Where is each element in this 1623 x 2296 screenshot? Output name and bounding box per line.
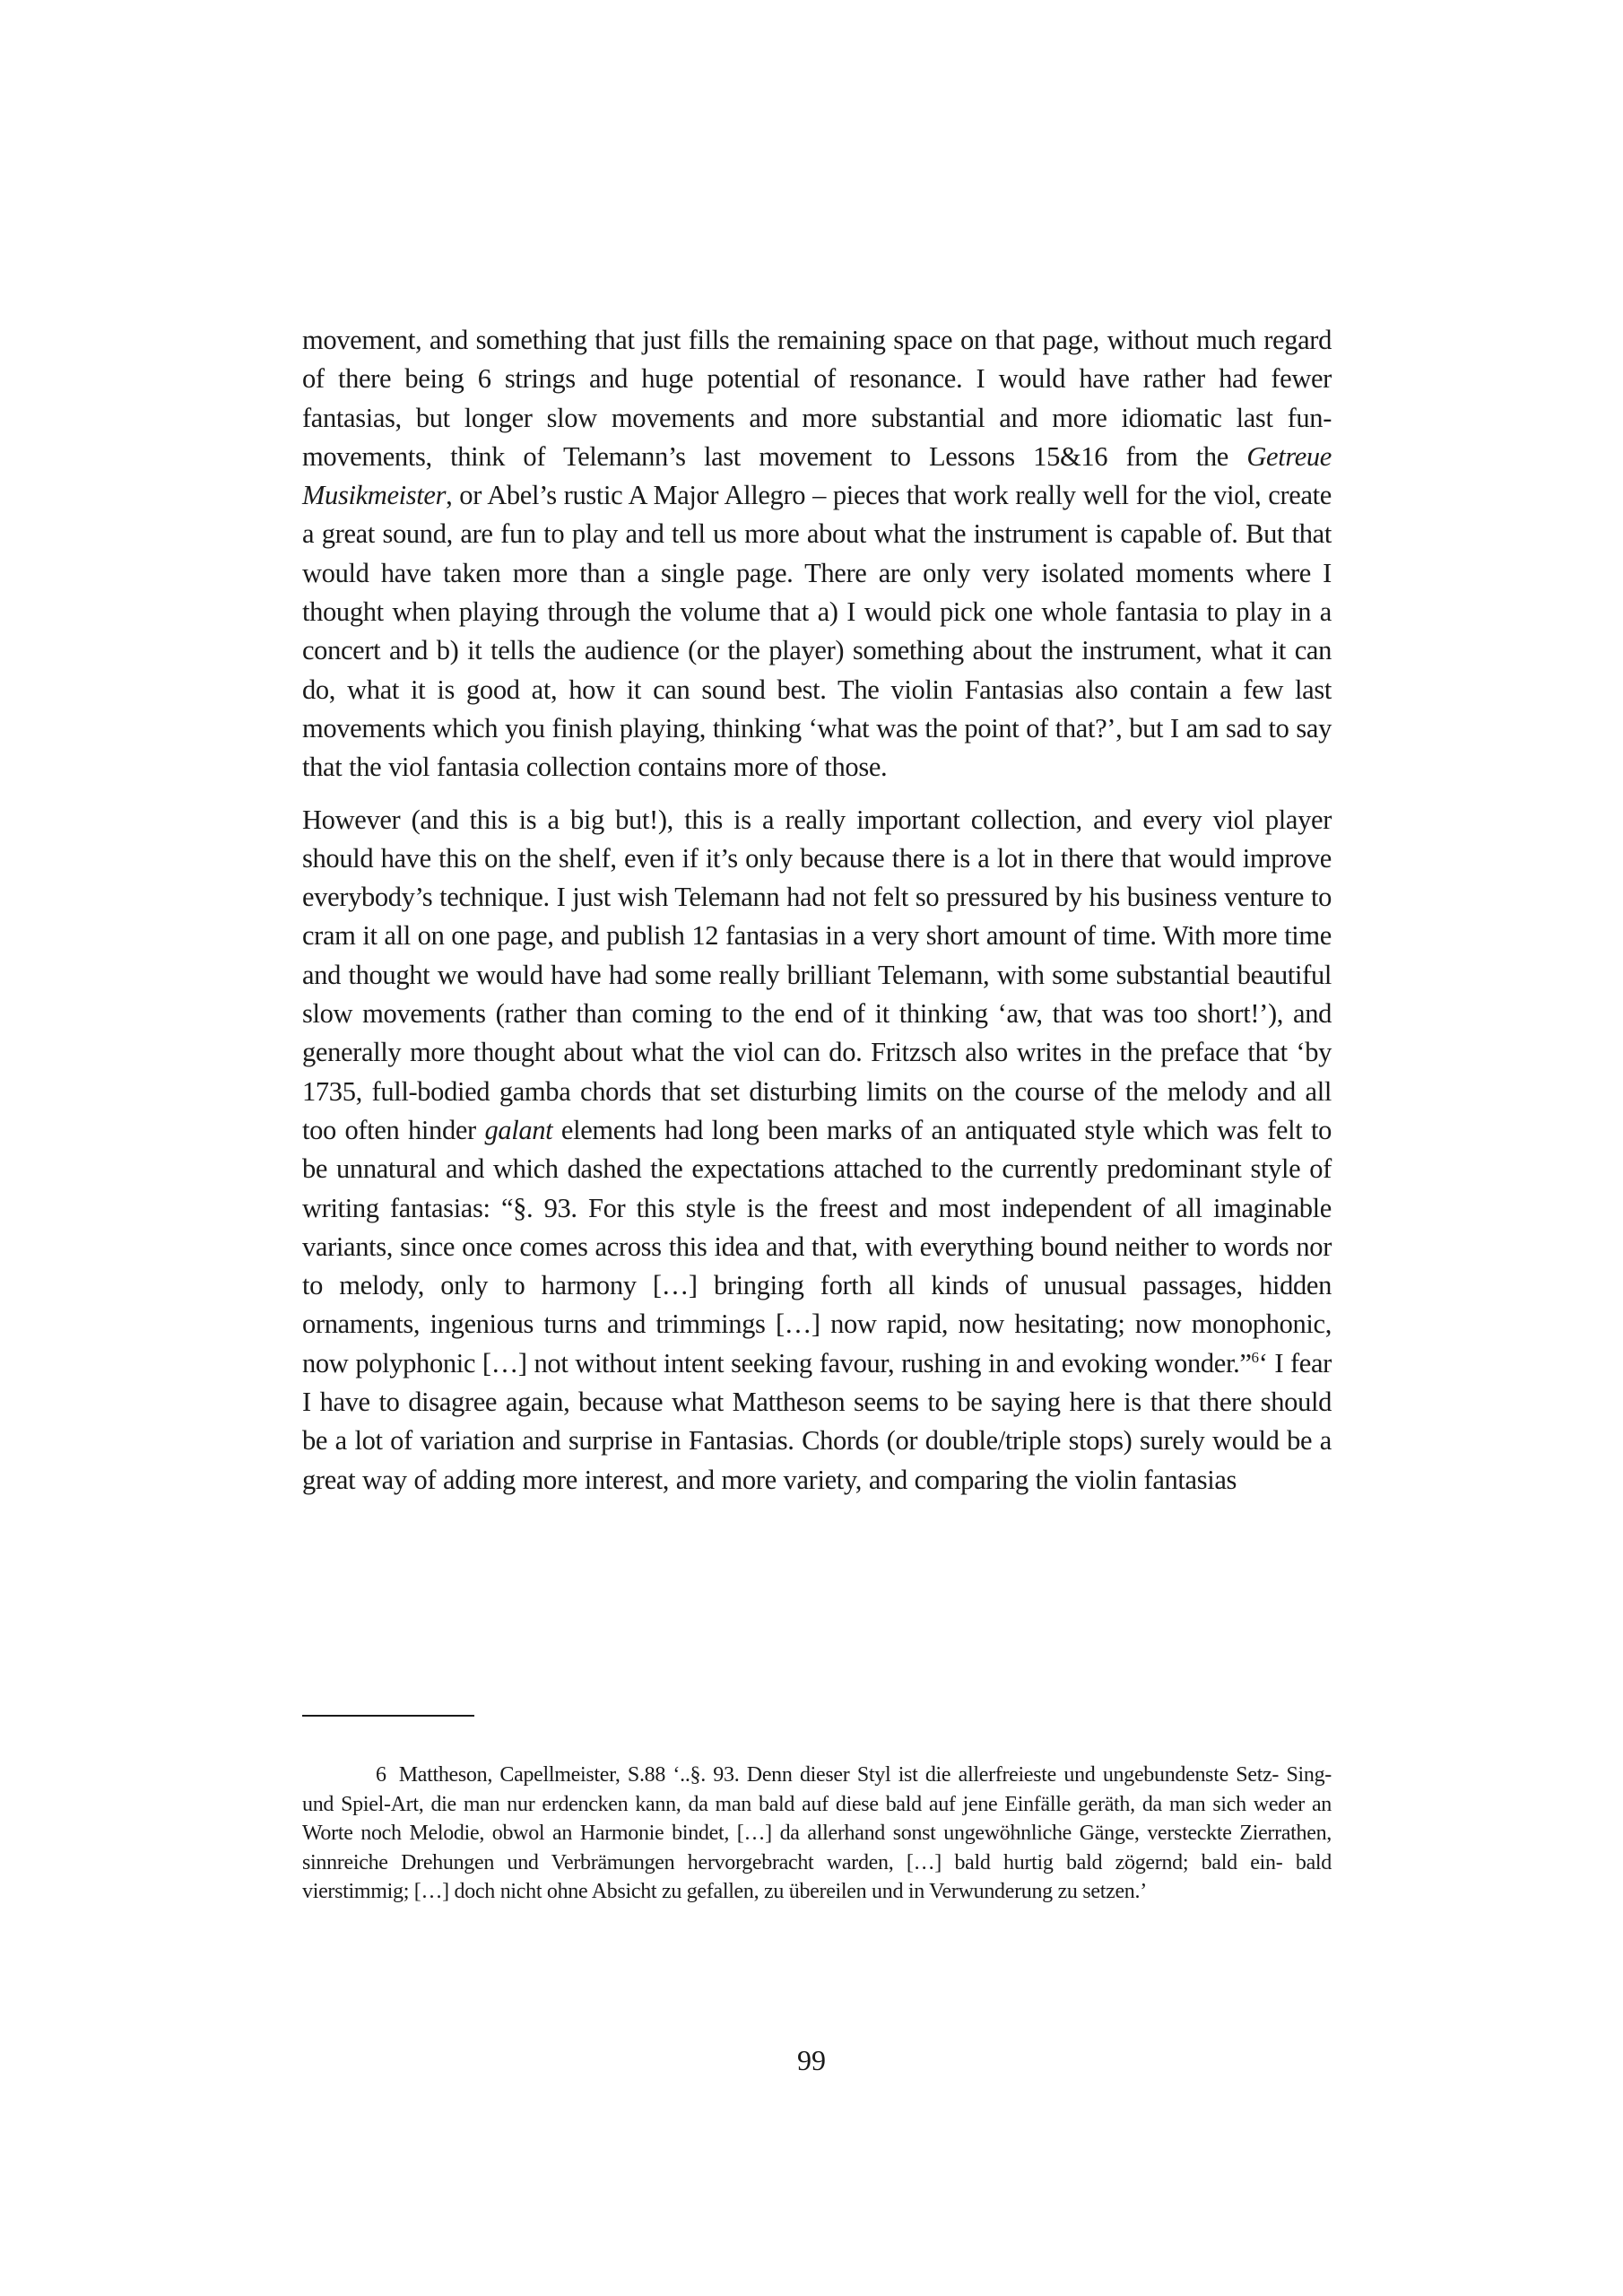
paragraph-text: ‘ I fear I have to disagree again, because what Mattheson seems to be saying here is that there should be a lot of variation and surprise in Fantasias. Chords (or double/triple stops) surely would be a great way of adding more interest, and more variety, and comparing the violin fantasias bbox=[302, 1347, 1332, 1495]
footnote bbox=[302, 1761, 1332, 1907]
paragraph-text: elements had long been marks of an antiquated style which was felt to be unnatural and which dashed the expectations attached to the currently predominant style of writing fantasias: “§. 93. For this style is the freest and most independent of all imaginable variants, since once comes across this idea and that, with everything bound neither to words nor to melody, only to harmony […] bringing forth all kinds of unusual passages, hidden ornaments, ingenious turns and trimmings […] now rapid, now hesitating; now monophonic, now polyphonic […] not without intent seeking favour, rushing in and evoking wonder.” bbox=[302, 1114, 1332, 1378]
italic-title: Getreue Musikmeister bbox=[302, 440, 1332, 511]
footnote-number: 6 bbox=[376, 1763, 386, 1787]
footnote-reference[interactable]: 6 bbox=[1251, 1348, 1259, 1366]
paragraph-text: movement, and something that just fills the remaining space on that page, without much regard of there being 6 strings and huge potential of resonance. I would have rather had fewer fantasias, but longer slow movements and more substantial and more idiomatic last fun-movements, think of Telemann’s last movement to Lessons 15&16 from the bbox=[302, 325, 1332, 472]
footnote-text: Mattheson, Capellmeister, S.88 ‘..§. 93. Denn dieser Styl ist die allerfreieste und ungebundenste Setz- Sing- und Spiel-Art, die man nur erdencken kann, da man bald auf diese bald auf jene Einfälle geräth, da man sich weder an Worte noch Melodie, obwol an Harmonie bindet, […] da allerhand sonst ungewöhnliche Gänge, versteckte Zierrathen, sinnreiche Drehungen und Verbrämungen hervorgebracht warden, […] bald hurtig bald zögernd; bald ein- bald vierstimmig; […] doch nicht ohne Absicht zu gefallen, zu übereilen und in Verwunderung zu setzen.’ bbox=[302, 1763, 1332, 1903]
paragraph bbox=[302, 321, 1332, 787]
body-text bbox=[302, 321, 1332, 1500]
paragraph-text: , or Abel’s rustic A Major Allegro – pieces that work really well for the viol, create a great sound, are fun to play and tell us more about what the instrument is capable of. But that would have taken more than a single page. There are only very isolated moments where I thought when playing through the volume that a) I would pick one whole fantasia to play in a concert and b) it tells the audience (or the player) something about the instrument, what it can do, what it is good at, how it can sound best. The violin Fantasias also contain a few last movements which you finish playing, thinking ‘what was the point of that?’, but I am sad to say that the viol fantasia collection contains more of those. bbox=[302, 480, 1332, 783]
paragraph-text: However (and this is a big but!), this is a really important collection, and every viol player should have this on the shelf, even if it’s only because there is a lot in there that would improve everybody’s technique. I just wish Telemann had not felt so pressured by his business venture to cram it all on one page, and publish 12 fantasias in a very short amount of time. With more time and thought we would have had some really brilliant Telemann, with some substantial beautiful slow movements (rather than coming to the end of it thinking ‘aw, that was too short!’), and generally more thought about what the viol can do. Fritzsch also writes in the preface that ‘by 1735, full-bodied gamba chords that set disturbing limits on the course of the melody and all too often hinder bbox=[302, 804, 1332, 1145]
italic-term: galant bbox=[484, 1114, 553, 1145]
footnote-divider bbox=[302, 1715, 474, 1717]
page-number: 99 bbox=[797, 2044, 826, 2076]
paragraph bbox=[302, 801, 1332, 1500]
